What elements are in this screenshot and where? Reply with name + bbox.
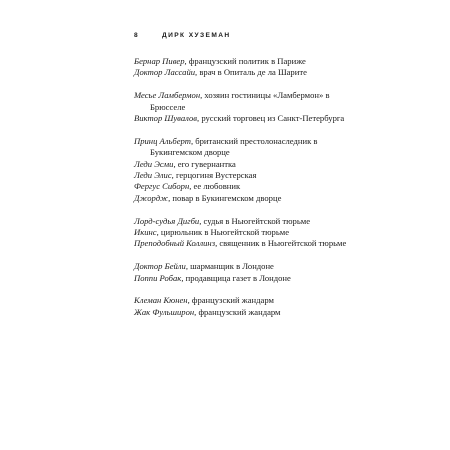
character-group xyxy=(134,261,352,284)
character-description: , врач в Опиталь де ла Шарите xyxy=(195,67,307,78)
character-description: , судья в Ньюгейтской тюрьме xyxy=(199,215,311,226)
character-group xyxy=(134,216,352,250)
character-entry xyxy=(134,90,352,113)
character-group xyxy=(134,136,352,204)
character-entry xyxy=(134,193,352,204)
character-name: Преподобный Коллинз xyxy=(134,238,216,249)
character-description: , его гувернантка xyxy=(173,158,236,169)
character-name: Леди Элис xyxy=(134,170,172,181)
character-name: Лорд-судья Дигби xyxy=(134,215,200,226)
character-entry xyxy=(134,295,352,306)
character-name: Джордж xyxy=(134,192,169,203)
character-description: , хозяин гостиницы «Ламбермон» в Брюсселе xyxy=(150,90,330,112)
character-name: Леди Эсми xyxy=(134,158,174,169)
character-entry xyxy=(134,261,352,272)
character-name: Доктор Лассайи xyxy=(134,67,196,78)
character-entry xyxy=(134,56,352,67)
page-number: 8 xyxy=(134,32,140,39)
character-description: , продавщица газет в Лондоне xyxy=(181,272,291,283)
character-entry xyxy=(134,170,352,181)
character-description: , британский престолонаследник в Букингемском дворце xyxy=(150,135,318,158)
character-entry xyxy=(134,227,352,238)
character-name: Фергус Сиборн xyxy=(134,181,190,192)
character-description: , шарманщик в Лондоне xyxy=(185,261,274,272)
character-group xyxy=(134,90,352,124)
character-name: Жак Фульширон xyxy=(134,306,195,317)
character-entry xyxy=(134,273,352,284)
character-description: , герцогиня Вустерская xyxy=(171,170,257,181)
character-name: Доктор Бейли xyxy=(134,261,186,272)
character-entry xyxy=(134,216,352,227)
character-name: Икинс xyxy=(134,227,157,238)
character-group xyxy=(134,56,352,79)
character-description: , ее любовник xyxy=(189,181,241,192)
character-description: , священник в Ньюгейтской тюрьме xyxy=(215,238,347,249)
character-description: , цирюльник в Ньюгейтской тюрьме xyxy=(156,227,290,238)
character-entry xyxy=(134,159,352,170)
character-name: Поппи Робак xyxy=(134,272,182,283)
character-entry xyxy=(134,136,352,159)
character-name: Бернар Пивер xyxy=(134,56,185,66)
character-name: Месье Ламбермон xyxy=(134,90,201,101)
character-description: , русский торговец из Санкт-Петербурга xyxy=(197,113,345,124)
character-entry xyxy=(134,67,352,78)
character-entry xyxy=(134,181,352,192)
running-head-author: ДИРК ХУЗЕМАН xyxy=(162,32,231,39)
character-description: , французский политик в Париже xyxy=(184,56,306,66)
character-list xyxy=(134,56,352,330)
character-entry xyxy=(134,307,352,318)
character-description: , повар в Букингемском дворце xyxy=(168,192,282,203)
character-group xyxy=(134,295,352,318)
character-name: Принц Альберт xyxy=(134,135,191,146)
character-entry xyxy=(134,238,352,249)
character-name: Виктор Шувалов xyxy=(134,113,198,124)
character-description: , французский жандарм xyxy=(187,295,274,306)
running-head xyxy=(134,31,390,41)
character-description: , французский жандарм xyxy=(194,306,281,317)
character-entry xyxy=(134,113,352,124)
character-name: Клеман Кюнен xyxy=(134,295,188,306)
